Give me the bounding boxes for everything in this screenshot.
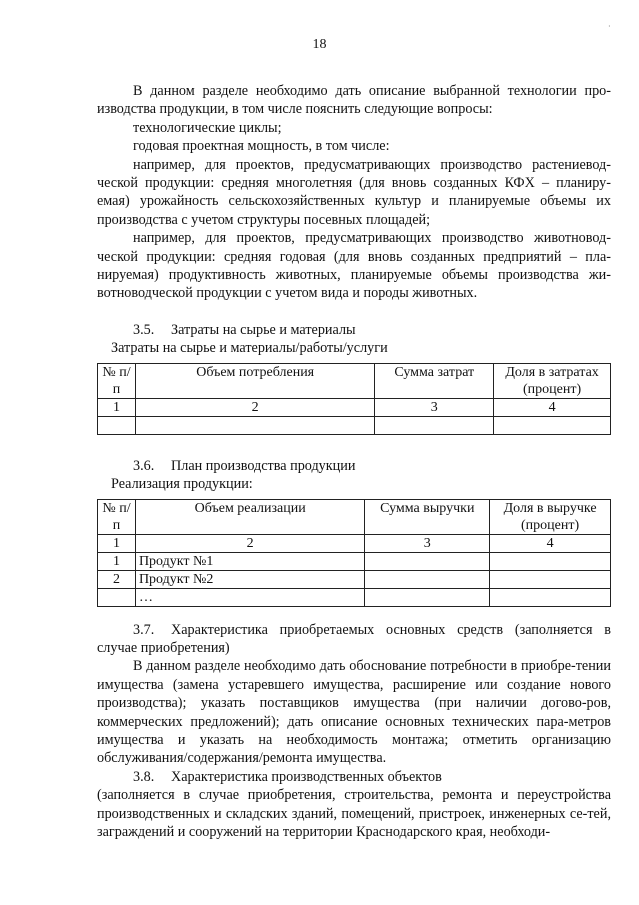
index-cell: 4 — [494, 398, 611, 416]
table-cell — [490, 570, 611, 588]
index-cell: 3 — [365, 534, 490, 552]
section-3-5-heading — [97, 321, 611, 339]
index-cell: 3 — [375, 398, 494, 416]
table-cell — [98, 588, 136, 606]
header-revenue-share: Доля в выручке (процент) — [490, 499, 611, 534]
table-cell — [365, 552, 490, 570]
corner-mark: · — [608, 22, 611, 31]
table-cell — [365, 570, 490, 588]
page-content — [97, 82, 611, 841]
section-3-6-subtitle: Реализация продукции: — [111, 476, 253, 493]
section-3-7-title-line-2: случае приобретения) — [97, 639, 230, 656]
section-3-6-number: 3.6. — [133, 457, 155, 474]
index-cell: 2 — [135, 534, 364, 552]
intro-line-1: В данном разделе необходимо дать описание выбранной технологии про- — [133, 83, 611, 99]
index-cell: 1 — [98, 534, 136, 552]
table-cell — [375, 416, 494, 434]
header-number: № п/п — [98, 363, 136, 398]
page-number: 18 — [312, 37, 327, 52]
section-3-6-heading — [97, 457, 611, 475]
intro-example-livestock: например, для проектов, предусматривающих производство животновод-ческой продукции: средняя годовая (для вновь созданных предприятий – пла-нируемая) продуктивность животных, планируемые объемы производства жи-вотноводческой продукции с учетом вида и породы животных. — [97, 230, 611, 302]
section-3-6-title: План производства продукции — [171, 457, 356, 474]
table-cell — [490, 552, 611, 570]
table-cell: 1 — [98, 552, 136, 570]
header-revenue-sum: Сумма выручки — [365, 499, 490, 534]
product-name-cell: Продукт №1 — [135, 552, 364, 570]
section-3-5-subtitle: Затраты на сырье и материалы/работы/услуги — [111, 340, 388, 357]
section-3-8-number: 3.8. — [133, 768, 155, 785]
intro-item-cycles: технологические циклы; — [133, 119, 282, 136]
header-sales-volume: Объем реализации — [135, 499, 364, 534]
table-row — [98, 552, 611, 570]
table-row — [98, 570, 611, 588]
section-3-5-number: 3.5. — [133, 321, 155, 338]
intro-example-crops: например, для проектов, предусматривающих производство растениевод-ческой продукции: средняя многолетняя (для вновь созданных КФХ – планиру-емая) урожайность сельскохозяйственных культур и планируемые объемы их производства с учетом структуры посевных площадей; — [97, 156, 611, 228]
section-3-7-heading — [97, 621, 611, 639]
header-number: № п/п — [98, 499, 136, 534]
table-index-row — [98, 398, 611, 416]
sales-table — [97, 499, 611, 607]
index-cell: 2 — [135, 398, 374, 416]
index-cell: 1 — [98, 398, 136, 416]
intro-line-2: изводства продукции, в том числе пояснить следующие вопросы: — [97, 101, 493, 118]
table-cell — [98, 416, 136, 434]
table-index-row — [98, 534, 611, 552]
table-row — [98, 588, 611, 606]
section-3-7-number: 3.7. — [133, 621, 155, 638]
table-cell — [365, 588, 490, 606]
table-cell — [494, 416, 611, 434]
section-3-8-heading — [97, 768, 611, 786]
section-3-5-title: Затраты на сырье и материалы — [171, 321, 356, 338]
table-cell — [490, 588, 611, 606]
intro-item-capacity: годовая проектная мощность, в том числе: — [133, 138, 390, 155]
header-cost-sum: Сумма затрат — [375, 363, 494, 398]
section-3-7-body: В данном разделе необходимо дать обоснование потребности в приобре-тении имущества (замена устаревшего имущества, расширение или создание нового производства); указать поставщиков имущества (при наличии догово-ров, коммерческих предложений); дать описание основных технических пара-метров имущества и указать на необходимость монтажа; отметить организацию обслуживания/содержания/ремонта имущества. — [97, 658, 611, 767]
table-cell: 2 — [98, 570, 136, 588]
table-cell — [135, 416, 374, 434]
table-header-row — [98, 499, 611, 534]
header-cost-share: Доля в затратах (процент) — [494, 363, 611, 398]
section-3-8-body: (заполняется в случае приобретения, строительства, ремонта и переустройства производственных и складских зданий, помещений, пристроек, инженерных се-тей, заграждений и сооружений на территории Краснодарского края, необходи- — [97, 787, 611, 840]
table-row — [98, 416, 611, 434]
section-3-7-title-line-1: Характеристика приобретаемых основных средств (заполняется в — [171, 621, 611, 638]
ellipsis-cell: … — [135, 588, 364, 606]
index-cell: 4 — [490, 534, 611, 552]
section-3-8-title: Характеристика производственных объектов — [171, 768, 442, 785]
table-header-row — [98, 363, 611, 398]
header-consumption: Объем потребления — [135, 363, 374, 398]
costs-table — [97, 363, 611, 435]
product-name-cell: Продукт №2 — [135, 570, 364, 588]
